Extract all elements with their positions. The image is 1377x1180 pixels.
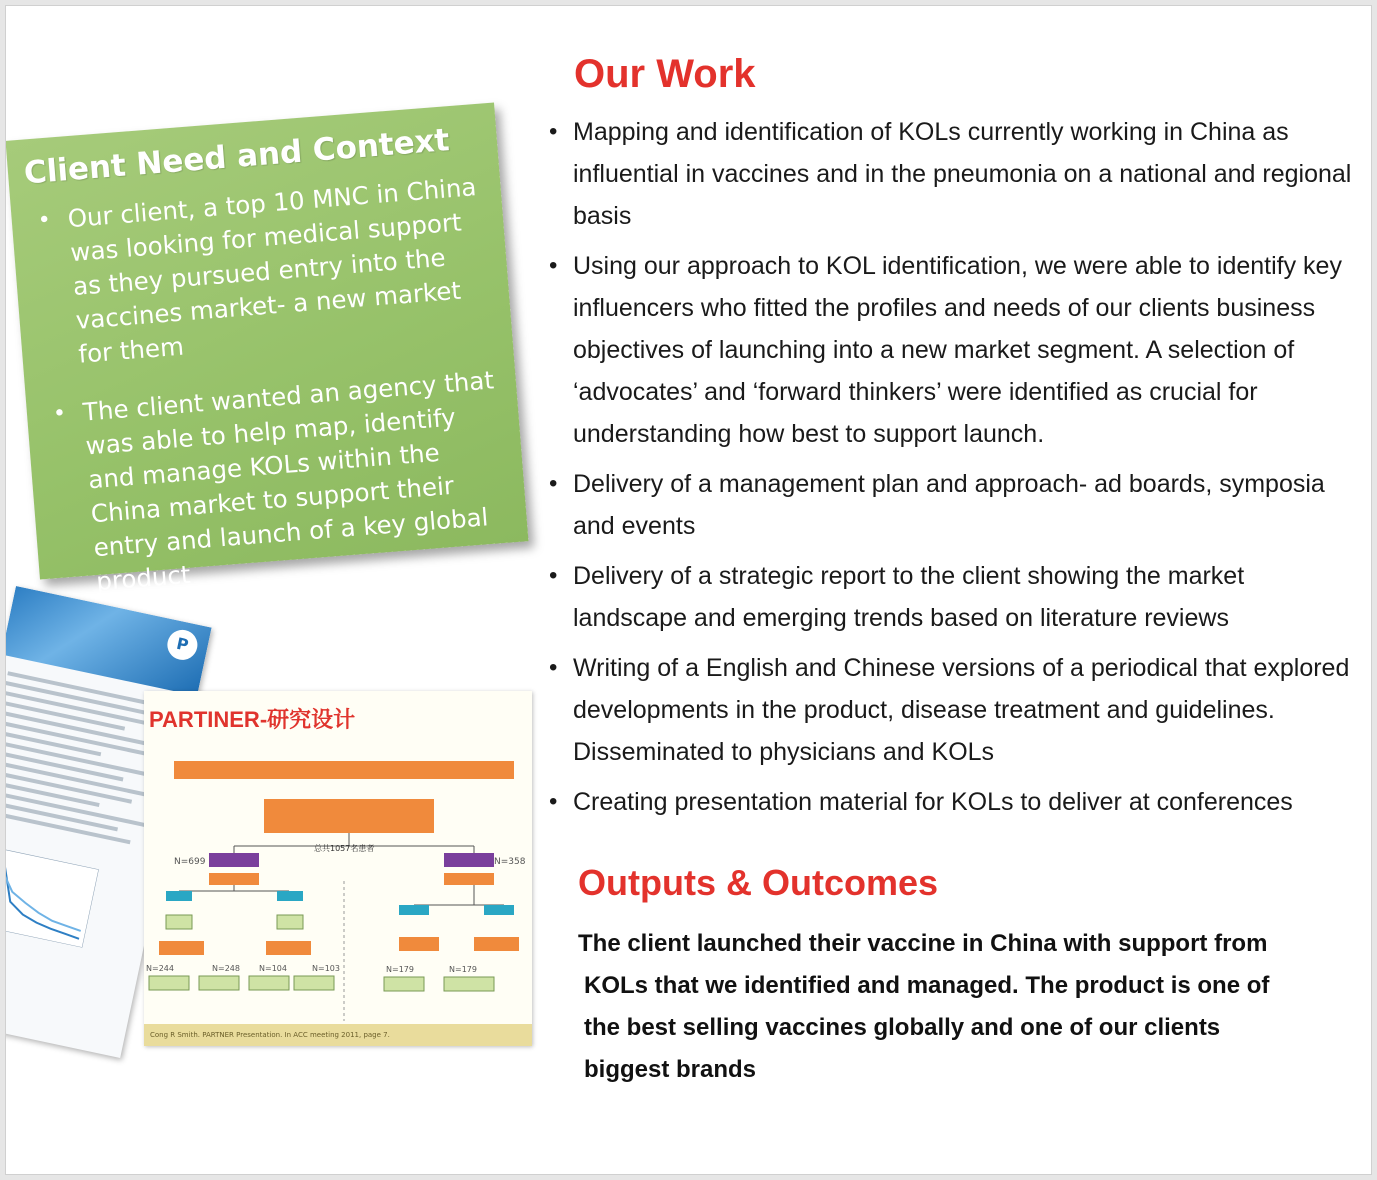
- client-need-item: • Our client, a top 10 MNC in China was looking for medical support as they pursued entry into the vaccines market- a new market for them: [23, 169, 499, 375]
- outputs-text: The client launched their vaccine in China with support from KOLs that we identified and managed. The product is one of the best selling vaccines globally and one of our clients biggest brands: [578, 930, 1270, 1083]
- outputs-heading: Outputs & Outcomes: [578, 862, 939, 903]
- brochure-chart-icon: [5, 849, 99, 948]
- our-work-item: • Mapping and identification of KOLs currently working in China as influential in vaccines and in the pneumonia on a national and regional basis: [549, 111, 1359, 237]
- n-rr-label: N=179: [449, 965, 477, 974]
- client-need-card: [5, 102, 528, 597]
- n-mr-label: N=103: [312, 964, 340, 973]
- study-design-flowchart: [144, 691, 532, 1046]
- our-work-item: • Delivery of a management plan and approach- ad boards, symposia and events: [549, 463, 1359, 547]
- our-work-item: • Writing of a English and Chinese versions of a periodical that explored developments in the product, disease treatment and guidelines. Disseminated to physicians and KOLs: [549, 647, 1359, 773]
- study-design-footer: Cong R Smith. PARTNER Presentation. In ACC meeting 2011, page 7.: [144, 1024, 532, 1046]
- n-total-label: 总共1057名患者: [314, 844, 375, 853]
- our-work-item: • Creating presentation material for KOLs to deliver at conferences: [549, 781, 1359, 823]
- n-ml-label: N=104: [259, 964, 287, 973]
- study-design-image: [144, 691, 532, 1046]
- n-rl-label: N=179: [386, 965, 414, 974]
- n-right-label: N=358: [494, 857, 526, 867]
- client-need-item: • The client wanted an agency that was able to help map, identify and manage KOLs within the China market to support their entry and launch of a key global product: [38, 363, 517, 603]
- n-lr-label: N=248: [212, 964, 240, 973]
- our-work-item: • Delivery of a strategic report to the client showing the market landscape and emerging trends based on literature reviews: [549, 555, 1359, 639]
- slide: [5, 5, 1372, 1175]
- brochure-logo-icon: P: [165, 627, 201, 663]
- client-need-list: [23, 169, 517, 602]
- client-need-title: Client Need and Context: [22, 122, 451, 192]
- n-left-label: N=699: [174, 857, 206, 867]
- our-work-heading: Our Work: [574, 52, 756, 96]
- study-design-title: PARTINER-研究设计: [149, 707, 356, 732]
- n-ll-label: N=244: [146, 964, 174, 973]
- our-work-item: • Using our approach to KOL identification, we were able to identify key influencers who fitted the profiles and needs of our clients business objectives of launching into a new market segment. A selection of ‘advocates’ and ‘forward thinkers’ were identified as crucial for understanding how best to support launch.: [549, 245, 1359, 455]
- our-work-list: [549, 111, 1359, 831]
